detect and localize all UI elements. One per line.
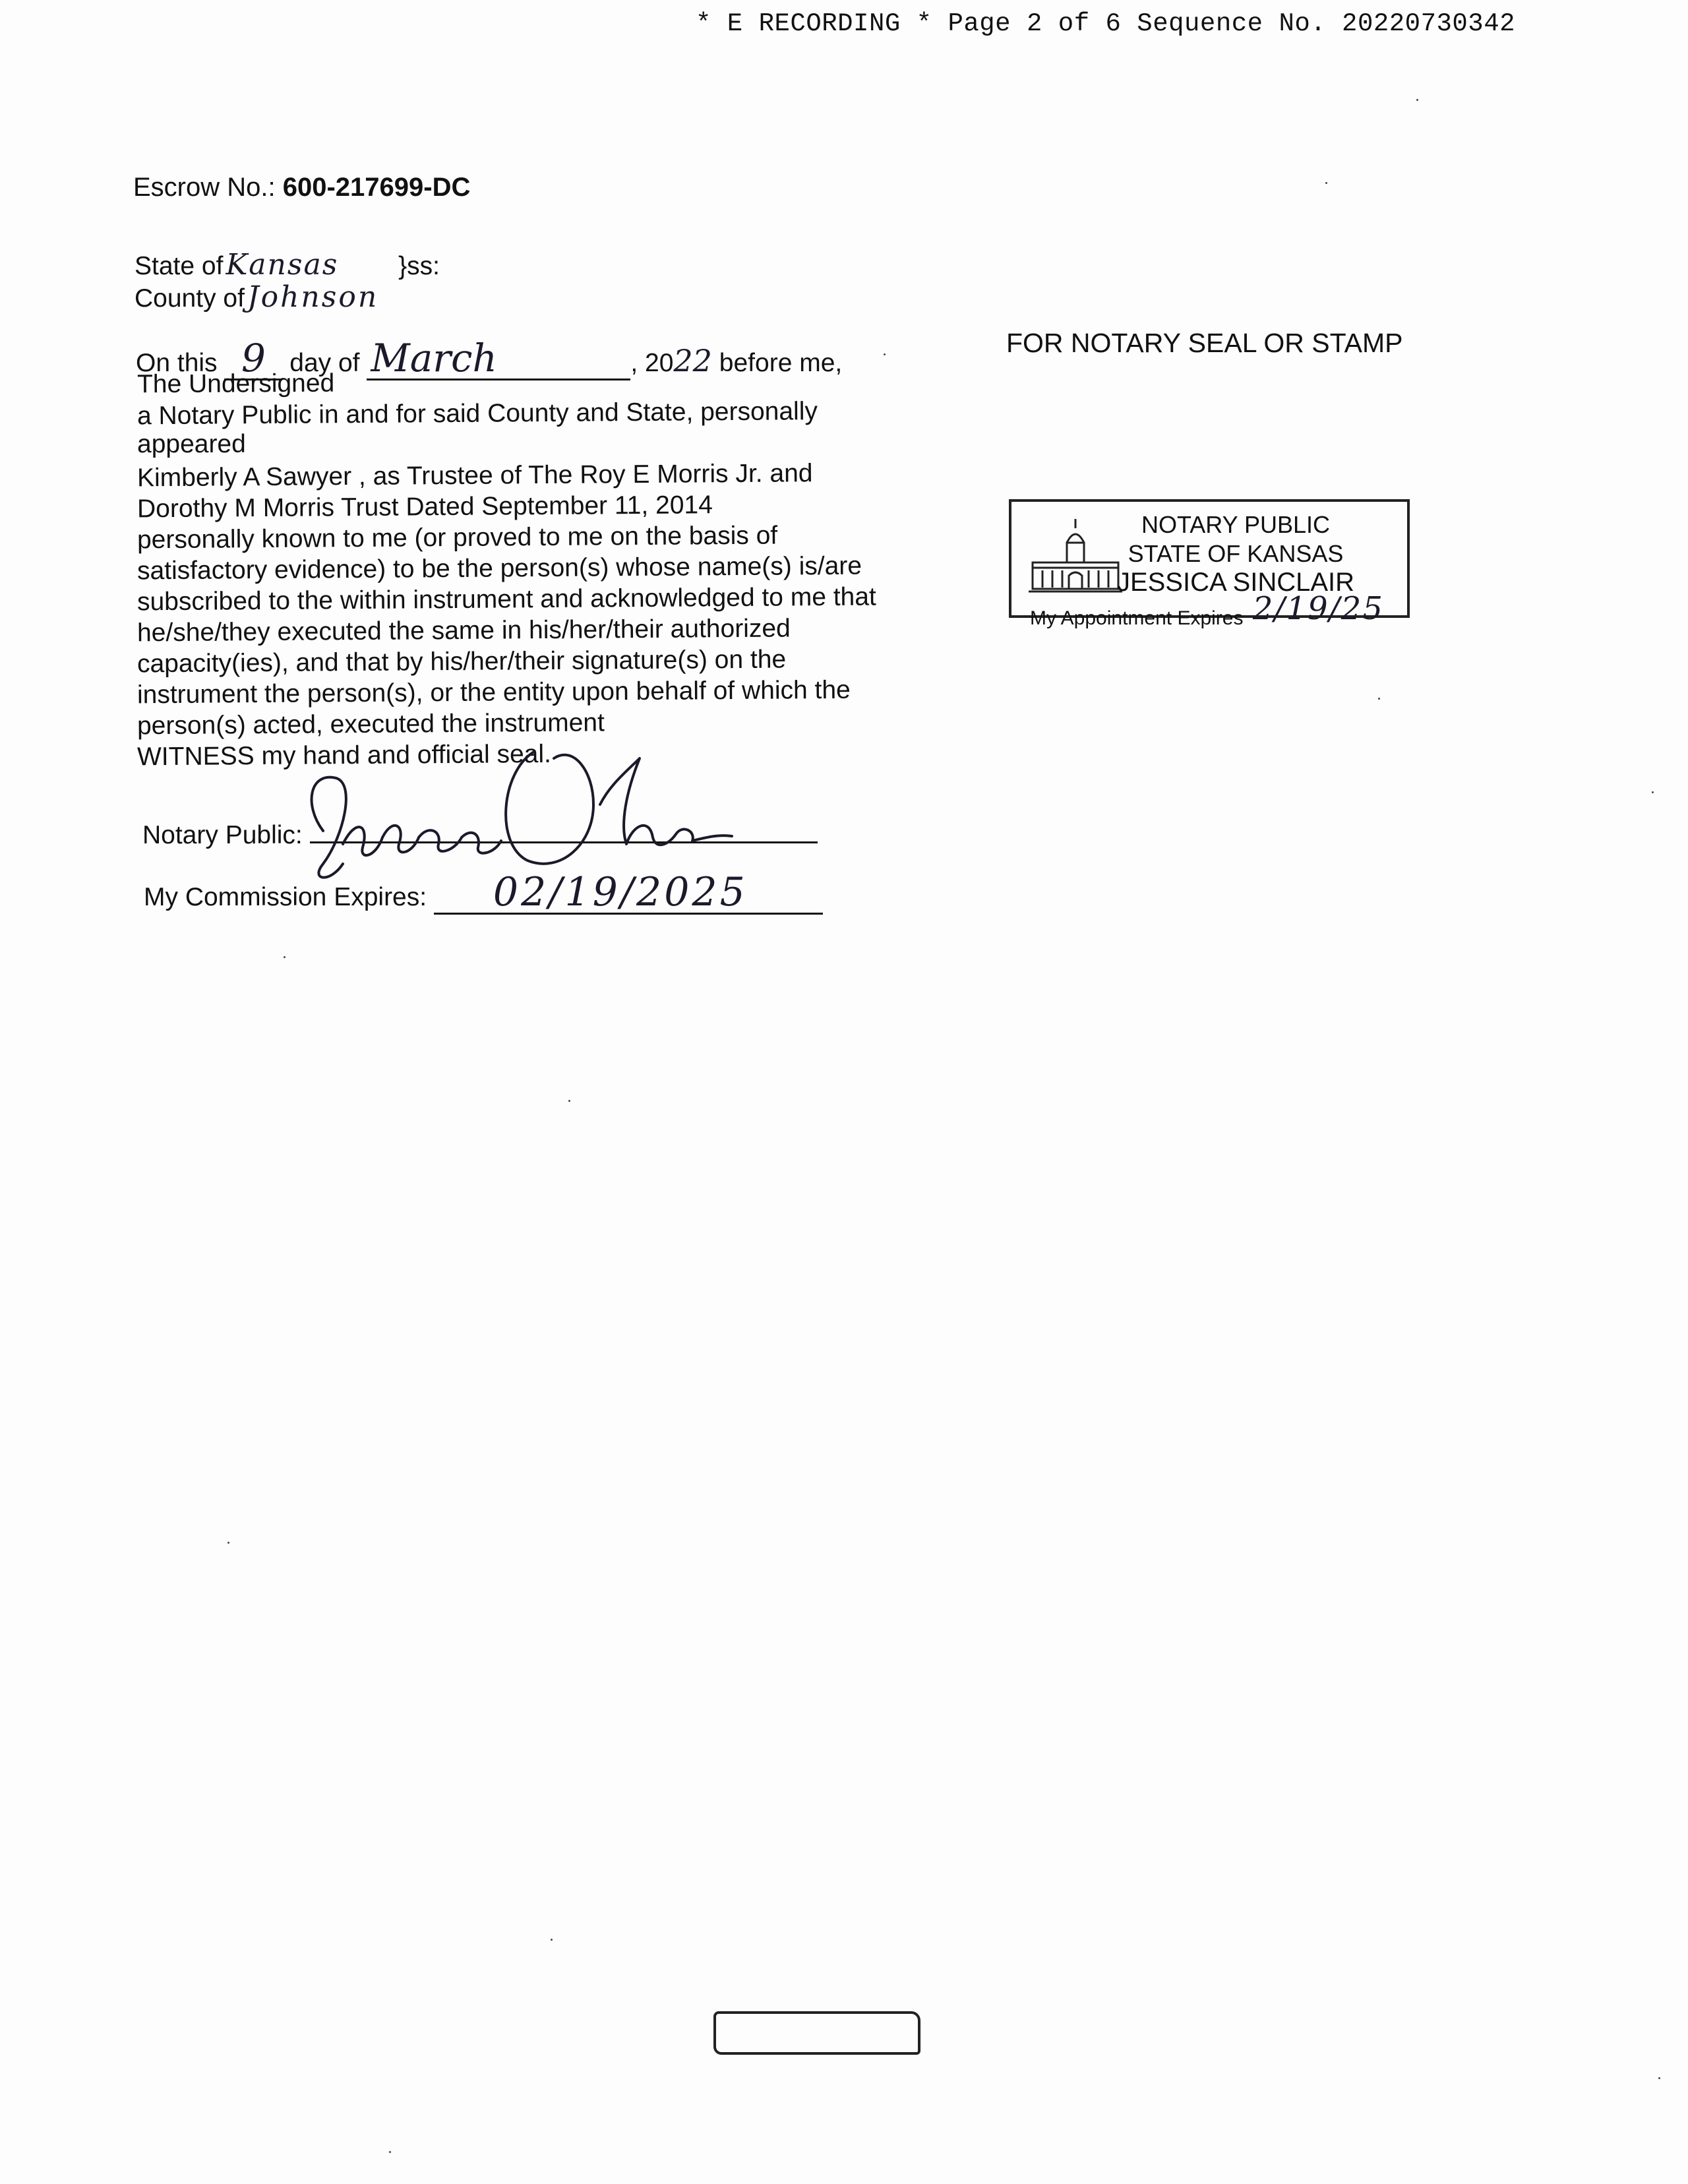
- escrow-number: [133, 173, 470, 202]
- county-line: [135, 282, 378, 314]
- scan-speck: [1658, 2077, 1660, 2079]
- ack-line: WITNESS my hand and official seal.: [136, 739, 552, 772]
- scan-speck: [1652, 791, 1654, 793]
- ack-line: satisfactory evidence) to be the person(s) whose name(s) is/are: [136, 551, 862, 586]
- ack-line: instrument the person(s), or the entity upon behalf of which the: [136, 675, 851, 710]
- scan-speck: [551, 1939, 553, 1941]
- commission-line: [144, 869, 823, 915]
- ack-line: person(s) acted, executed the instrument: [136, 708, 605, 741]
- ack-line: Kimberly A Sawyer , as Trustee of The Roy E Morris Jr. and: [136, 459, 813, 493]
- commission-handwritten: 02/19/2025: [493, 869, 748, 915]
- ack-line: The Undersigned: [136, 369, 335, 399]
- ack-line: personally known to me (or proved to me on the basis of: [136, 521, 778, 555]
- scan-speck: [884, 353, 886, 355]
- stamp-expires-label: My Appointment Expires: [1030, 607, 1244, 629]
- acknowledgment-body: [137, 367, 955, 770]
- state-label: State of: [135, 252, 224, 280]
- ack-line: appeared: [137, 430, 246, 458]
- day-handwritten: 9: [241, 336, 266, 380]
- notary-public-label: Notary Public:: [142, 821, 303, 849]
- scan-speck: [1325, 182, 1327, 184]
- ack-line: capacity(ies), and that by his/her/their signature(s) on the: [136, 645, 787, 679]
- scan-speck: [568, 1100, 570, 1102]
- stamp-expires-handwritten: 2/19/25: [1252, 590, 1384, 627]
- stamp-state: STATE OF KANSAS: [1128, 540, 1344, 567]
- month-handwritten: March: [371, 336, 497, 380]
- ack-line: he/she/they executed the same in his/her/their authorized: [136, 614, 791, 648]
- commission-field: [434, 869, 823, 915]
- footer-box: [713, 2011, 920, 2055]
- state-line: [135, 249, 440, 282]
- ack-line: subscribed to the within instrument and acknowledged to me that: [136, 582, 876, 617]
- scan-speck: [1378, 698, 1380, 700]
- county-label: County of: [135, 284, 245, 313]
- scan-speck: [389, 2151, 391, 2153]
- ack-line: Dorothy M Morris Trust Dated September 11, 2014: [136, 491, 713, 524]
- year-prefix: , 20: [630, 349, 674, 377]
- ack-line: a Notary Public in and for said County and State, personally: [136, 397, 818, 431]
- state-handwritten: Kansas: [226, 248, 339, 282]
- scan-speck: [284, 956, 286, 958]
- scan-speck: [1416, 99, 1418, 101]
- before-me-label: before me,: [719, 349, 843, 377]
- notary-stamp: [1009, 499, 1410, 629]
- county-handwritten: Johnson: [247, 280, 379, 314]
- recording-header: * E RECORDING * Page 2 of 6 Sequence No. 20220730342: [696, 9, 1515, 38]
- day-of-label: day of: [289, 349, 360, 377]
- ss-label: }ss:: [398, 252, 440, 280]
- stamp-title: NOTARY PUBLIC: [1141, 511, 1331, 538]
- year-handwritten: 22: [673, 343, 712, 379]
- stamp-expires: [1030, 590, 1384, 632]
- scan-speck: [227, 1542, 229, 1544]
- commission-label: My Commission Expires:: [144, 883, 427, 911]
- escrow-label: Escrow No.:: [133, 173, 276, 202]
- on-this-label: On this: [136, 349, 218, 377]
- notary-seal-heading: FOR NOTARY SEAL OR STAMP: [1006, 328, 1403, 358]
- escrow-value: 600-217699-DC: [282, 173, 471, 202]
- stamp-notary-name: JESSICA SINCLAIR: [1116, 568, 1355, 597]
- notary-signature: [284, 732, 745, 890]
